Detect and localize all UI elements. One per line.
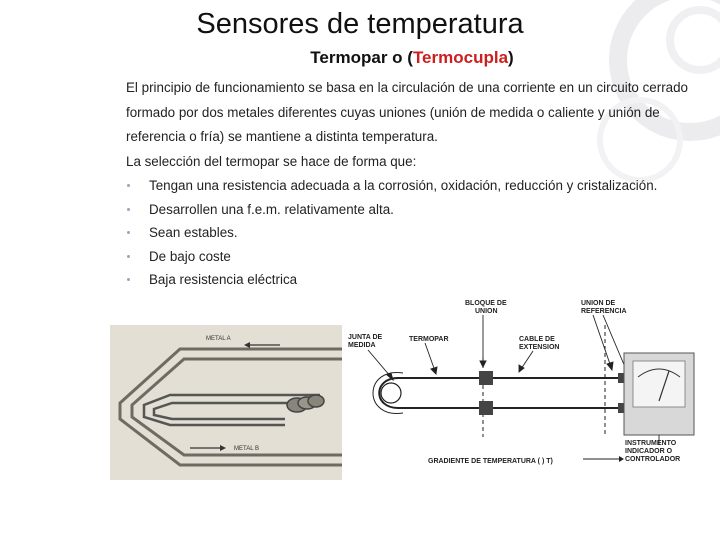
thermocouple-drawing xyxy=(110,325,342,480)
bullet-item xyxy=(126,198,696,222)
bullet-item xyxy=(126,221,696,245)
metal-b-label: METAL B xyxy=(234,446,260,452)
thermocouple-schematic xyxy=(343,295,697,475)
bullet-text: Sean estables. xyxy=(149,225,238,240)
bullet-text: Baja resistencia eléctrica xyxy=(149,272,298,287)
bullet-icon xyxy=(127,255,130,258)
bloque-label-2: UNION xyxy=(475,308,498,315)
instrumento-label-3: CONTROLADOR xyxy=(625,456,681,463)
slide-title: Sensores de temperatura xyxy=(196,8,524,40)
leader-arrows xyxy=(368,315,625,380)
block-top xyxy=(479,371,493,385)
thermocouple-photo xyxy=(110,325,342,480)
union-label-2: REFERENCIA xyxy=(581,308,627,315)
bullet-item xyxy=(126,268,696,292)
bullet-text: Tengan una resistencia adecuada a la corrosión, oxidación, reducción y cristalización. xyxy=(149,178,658,193)
bullet-icon xyxy=(127,278,130,281)
junta-label-2: MEDIDA xyxy=(348,342,376,349)
instrumento-label-1: INSTRUMENTO xyxy=(625,440,677,447)
bullet-item xyxy=(126,174,696,198)
bullet-icon xyxy=(127,208,130,211)
bullet-text: De bajo coste xyxy=(149,248,231,264)
subtitle-highlight: Termocupla xyxy=(412,48,509,67)
metal-a-label: METAL A xyxy=(206,336,231,342)
paragraph-principle: El principio de funcionamiento se basa en la circulación de una corriente en un circuito cerrado formado por dos metales diferentes cuyas uniones (unión de medida o caliente y unión de referencia o fría) se mantiene a distinta temperatura. xyxy=(126,80,688,144)
termopar-label: TERMOPAR xyxy=(409,336,449,343)
bloque-label-1: BLOQUE DE xyxy=(465,300,507,307)
body-text xyxy=(126,76,696,292)
gradiente-label: GRADIENTE DE TEMPERATURA ( ) T) xyxy=(428,458,553,465)
union-label-1: UNION DE xyxy=(581,300,616,307)
bullet-list xyxy=(126,174,696,292)
subtitle-suffix: ) xyxy=(508,48,514,67)
junta-label-1: JUNTA DE xyxy=(348,334,383,341)
cable-label-1: CABLE DE xyxy=(519,336,555,343)
subtitle-prefix: Termopar o ( xyxy=(310,48,413,67)
bullet-text: Desarrollen una f.e.m. relativamente alta. xyxy=(149,201,394,217)
schematic-drawing xyxy=(343,295,697,475)
bullet-icon xyxy=(127,231,130,234)
slide-subtitle xyxy=(0,48,720,68)
instrumento-label-2: INDICADOR O xyxy=(625,448,673,455)
block-bottom xyxy=(479,401,493,415)
bullet-item xyxy=(126,245,696,269)
paragraph-selection: La selección del termopar se hace de forma que: xyxy=(126,153,417,169)
cable-label-2: EXTENSION xyxy=(519,344,560,351)
bullet-icon xyxy=(127,184,130,187)
